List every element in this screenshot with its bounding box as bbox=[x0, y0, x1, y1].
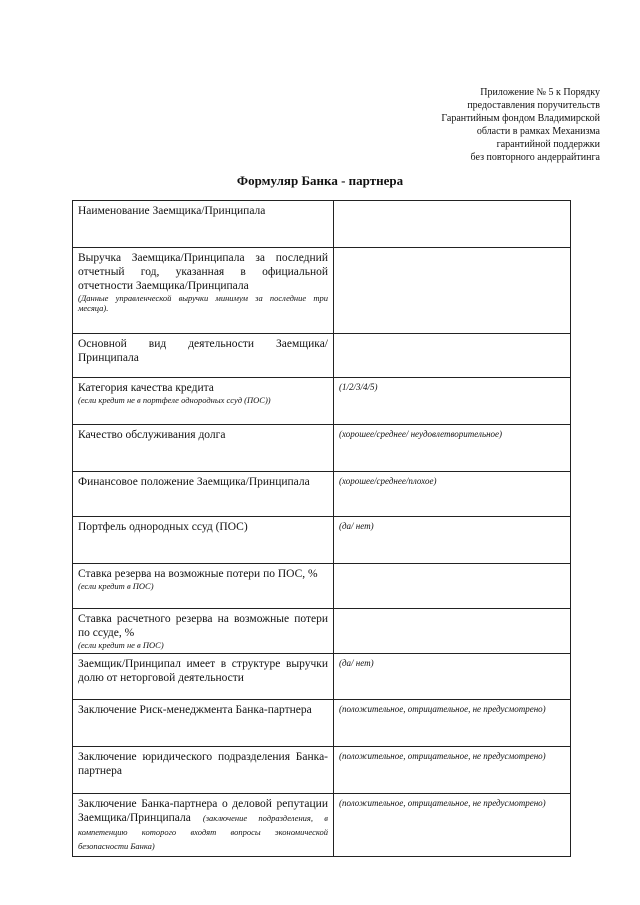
row-label: Портфель однородных ссуд (ПОС) bbox=[78, 521, 248, 533]
row-value: (положительное, отрицательное, не предусмотрено) bbox=[339, 798, 546, 808]
row-value-cell bbox=[334, 248, 571, 334]
row-value: (да/ нет) bbox=[339, 658, 374, 668]
row-value: (1/2/3/4/5) bbox=[339, 382, 378, 392]
row-label: Основной вид деятельности Заемщика/Принципала bbox=[78, 338, 328, 364]
row-value-cell bbox=[334, 654, 571, 700]
row-label: Наименование Заемщика/Принципала bbox=[78, 205, 266, 217]
row-label: Заключение юридического подразделения Банка-партнера bbox=[78, 751, 328, 777]
row-value-cell bbox=[334, 334, 571, 378]
row-note: (Данные управленческой выручки минимум за последние три месяца). bbox=[78, 293, 328, 313]
row-label-cell bbox=[73, 700, 334, 747]
row-note: (если кредит не в портфеле однородных ссуд (ПОС)) bbox=[78, 395, 271, 405]
row-label: Заключение Риск-менеджмента Банка-партнера bbox=[78, 704, 312, 716]
table-row bbox=[73, 794, 571, 857]
row-note: (заключение подразделения, в компетенцию которого входят вопросы экономической безопасности Банка) bbox=[78, 813, 328, 851]
table-row bbox=[73, 517, 571, 564]
row-value-cell bbox=[334, 425, 571, 472]
table-row bbox=[73, 654, 571, 700]
annex-line: Гарантийным фондом Владимирской bbox=[441, 113, 600, 124]
row-value: (положительное, отрицательное, не предусмотрено) bbox=[339, 751, 546, 761]
row-label-cell bbox=[73, 747, 334, 794]
row-value-cell bbox=[334, 700, 571, 747]
row-label: Ставка резерва на возможные потери по ПОС, % bbox=[78, 568, 318, 580]
table-row bbox=[73, 472, 571, 517]
row-label-cell bbox=[73, 794, 334, 857]
row-label-cell bbox=[73, 334, 334, 378]
row-note: (если кредит в ПОС) bbox=[78, 581, 154, 591]
row-note: (если кредит не в ПОС) bbox=[78, 640, 164, 650]
partner-form-table bbox=[72, 200, 571, 857]
annex-line: без повторного андеррайтинга bbox=[470, 152, 600, 163]
row-label: Категория качества кредита bbox=[78, 382, 214, 394]
table-row bbox=[73, 248, 571, 334]
row-value-cell bbox=[334, 794, 571, 857]
table-row bbox=[73, 564, 571, 609]
annex-line: гарантийной поддержки bbox=[496, 139, 600, 150]
table-row bbox=[73, 425, 571, 472]
table-row bbox=[73, 747, 571, 794]
row-value-cell bbox=[334, 517, 571, 564]
row-value-cell bbox=[334, 609, 571, 654]
table-row bbox=[73, 700, 571, 747]
annex-line: области в рамках Механизма bbox=[476, 126, 600, 137]
table-row bbox=[73, 609, 571, 654]
row-label: Ставка расчетного резерва на возможные потери по ссуде, % bbox=[78, 613, 328, 639]
row-label-cell bbox=[73, 472, 334, 517]
row-value: (положительное, отрицательное, не предусмотрено) bbox=[339, 704, 546, 714]
row-value-cell bbox=[334, 201, 571, 248]
form-title: Формуляр Банка - партнера bbox=[236, 173, 404, 188]
table-row bbox=[73, 334, 571, 378]
row-label-cell bbox=[73, 517, 334, 564]
row-value: (да/ нет) bbox=[339, 521, 374, 531]
row-label: Выручка Заемщика/Принципала за последний отчетный год, указанная в официальной отчетности Заемщика/Принципала bbox=[78, 252, 328, 292]
annex-line: Приложение № 5 к Порядку bbox=[480, 87, 600, 98]
row-value-cell bbox=[334, 564, 571, 609]
row-label-cell bbox=[73, 201, 334, 248]
row-label-cell bbox=[73, 248, 334, 334]
row-value: (хорошее/среднее/плохое) bbox=[339, 476, 437, 486]
row-label-cell bbox=[73, 378, 334, 425]
row-value-cell bbox=[334, 747, 571, 794]
row-label: Заключение Банка-партнера о деловой репутации Заемщика/Принципала bbox=[78, 798, 328, 824]
row-value-cell bbox=[334, 378, 571, 425]
table-row bbox=[73, 378, 571, 425]
row-label-cell bbox=[73, 564, 334, 609]
annex-reference bbox=[400, 86, 600, 164]
row-value-cell bbox=[334, 472, 571, 517]
table-row bbox=[73, 201, 571, 248]
row-value: (хорошее/среднее/ неудовлетворительное) bbox=[339, 429, 503, 439]
row-label-cell bbox=[73, 654, 334, 700]
row-label: Финансовое положение Заемщика/Принципала bbox=[78, 476, 310, 488]
row-label: Качество обслуживания долга bbox=[78, 429, 226, 441]
row-label-cell bbox=[73, 425, 334, 472]
row-label-cell bbox=[73, 609, 334, 654]
annex-line: предоставления поручительств bbox=[467, 100, 600, 111]
row-label: Заемщик/Принципал имеет в структуре выручки долю от неторговой деятельности bbox=[78, 658, 328, 684]
